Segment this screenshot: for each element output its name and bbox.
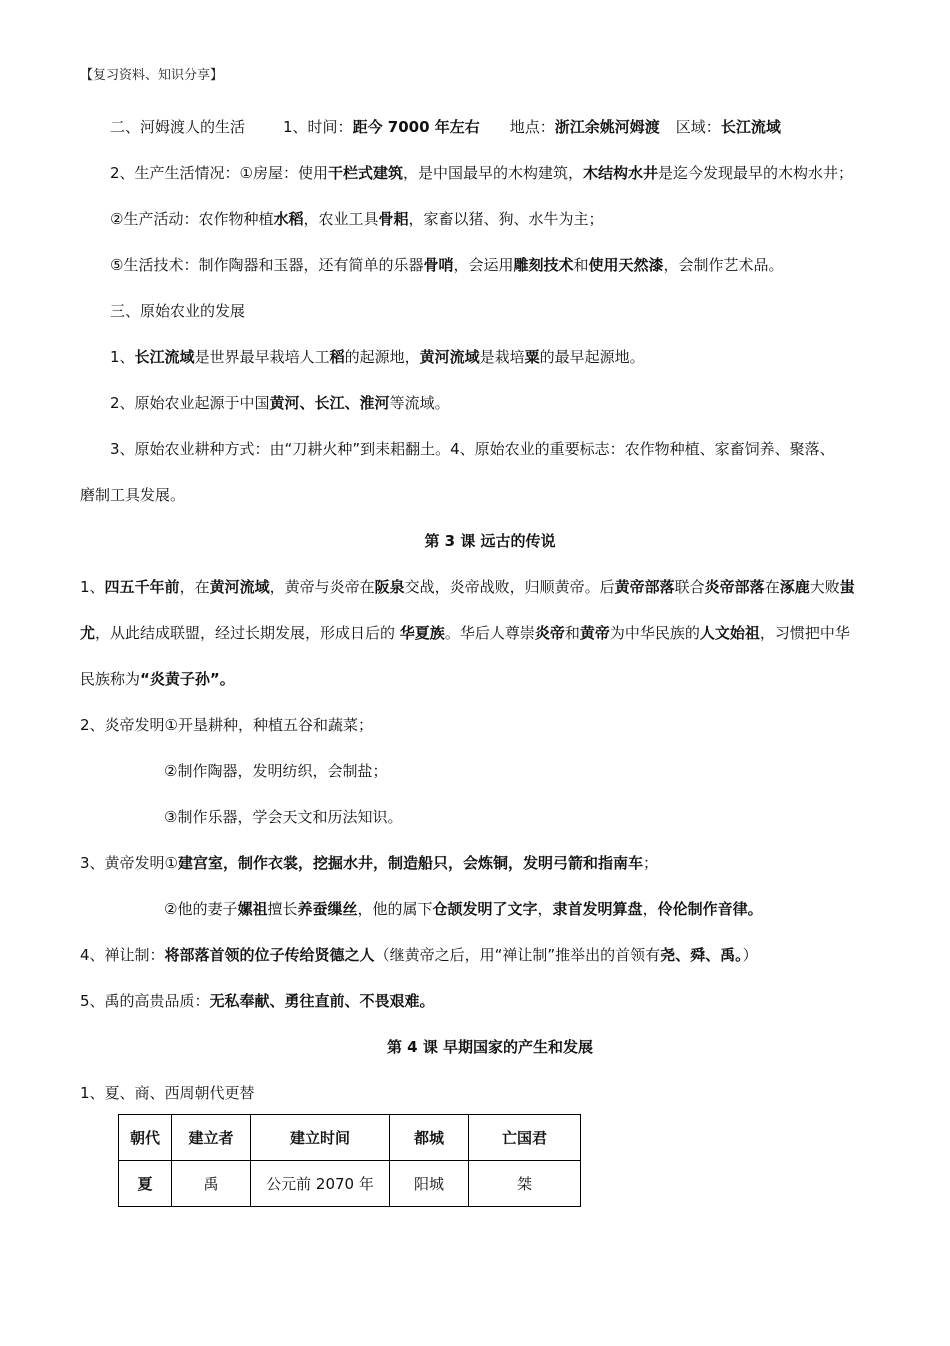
dynasty-table	[118, 1114, 581, 1207]
page-header: 【复习资料、知识分享】	[80, 68, 224, 83]
table-header-cell: 都城	[390, 1115, 469, 1161]
farming-method-line: 3、原始农业耕种方式：由“刀耕火种”到耒耜翻土。4、原始农业的重要标志：农作物种植、家畜饲养、聚落、	[110, 440, 835, 458]
yandi-inventions-3: ③制作乐器，学会天文和历法知识。	[164, 808, 403, 826]
table-cell: 桀	[469, 1161, 581, 1207]
lesson-3-title: 第 3 课 远古的传说	[424, 532, 556, 550]
legend-line-2: 尤，从此结成联盟，经过长期发展，形成日后的 华夏族。华后人尊崇炎帝和黄帝为中华民族的人文始祖，习惯把中华	[80, 624, 850, 642]
dynasty-change-line: 1、夏、商、西周朝代更替	[80, 1084, 255, 1102]
place-value: 浙江余姚河姆渡	[554, 118, 660, 136]
section-2-line: 二、河姆渡人的生活 1、时间：距今 7000 年左右 地点：浙江余姚河姆渡 区域：长江流域	[110, 118, 781, 136]
yu-qualities-line: 5、禹的高贵品质：无私奉献、勇往直前、不畏艰难。	[80, 992, 435, 1010]
legend-line-3: 民族称为“炎黄子孙”。	[80, 670, 235, 688]
yandi-inventions-2: ②制作陶器，发明纺织，会制盐；	[164, 762, 388, 780]
table-header-cell: 朝代	[119, 1115, 172, 1161]
production-activity-line: ②生产活动：农作物种植水稻，农业工具骨耜，家畜以猪、狗、水牛为主；	[110, 210, 604, 228]
table-cell: 公元前 2070 年	[251, 1161, 390, 1207]
abdication-system-line: 4、禅让制：将部落首领的位子传给贤德之人（继黄帝之后，用“禅让制”推举出的首领有尧、舜、禹。）	[80, 946, 758, 964]
lesson-4-title: 第 4 课 早期国家的产生和发展	[386, 1038, 594, 1056]
legend-line-1: 1、四五千年前，在黄河流域，黄帝与炎帝在阪泉交战，炎帝战败，归顺黄帝。后黄帝部落联合炎帝部落在涿鹿大败蚩	[80, 578, 855, 596]
production-life-line: 2、生产生活情况：①房屋：使用干栏式建筑，是中国最早的木构建筑，木结构水井是迄今发现最早的木构水井；	[110, 164, 854, 182]
table-cell: 夏	[119, 1161, 172, 1207]
huangdi-inventions-2: ②他的妻子嫘祖擅长养蚕缫丝，他的属下仓颉发明了文字，隶首发明算盘，伶伦制作音律。	[164, 900, 763, 918]
section-3-title: 三、原始农业的发展	[110, 302, 246, 320]
table-cell: 阳城	[390, 1161, 469, 1207]
region-value: 长江流域	[720, 118, 781, 136]
table-header-cell: 建立者	[172, 1115, 251, 1161]
table-header-cell: 建立时间	[251, 1115, 390, 1161]
time-value: 距今 7000 年左右	[352, 118, 480, 136]
agriculture-origin-line: 1、长江流域是世界最早栽培人工稻的起源地，黄河流域是栽培粟的最早起源地。	[110, 348, 645, 366]
life-technique-line: ⑤生活技术：制作陶器和玉器，还有简单的乐器骨哨，会运用雕刻技术和使用天然漆，会制作艺术品。	[110, 256, 784, 274]
huangdi-inventions-1: 3、黄帝发明①建宫室，制作衣裳，挖掘水井，制造船只，会炼铜，发明弓箭和指南车；	[80, 854, 659, 872]
agriculture-region-line: 2、原始农业起源于中国黄河、长江、淮河等流域。	[110, 394, 450, 412]
table-header-cell: 亡国君	[469, 1115, 581, 1161]
yandi-inventions-1: 2、炎帝发明①开垦耕种，种植五谷和蔬菜；	[80, 716, 373, 734]
table-header-row	[119, 1115, 581, 1161]
table-row	[119, 1161, 581, 1207]
section-2-title: 二、河姆渡人的生活	[110, 118, 246, 136]
farming-method-line-cont: 磨制工具发展。	[80, 486, 186, 504]
table-cell: 禹	[172, 1161, 251, 1207]
